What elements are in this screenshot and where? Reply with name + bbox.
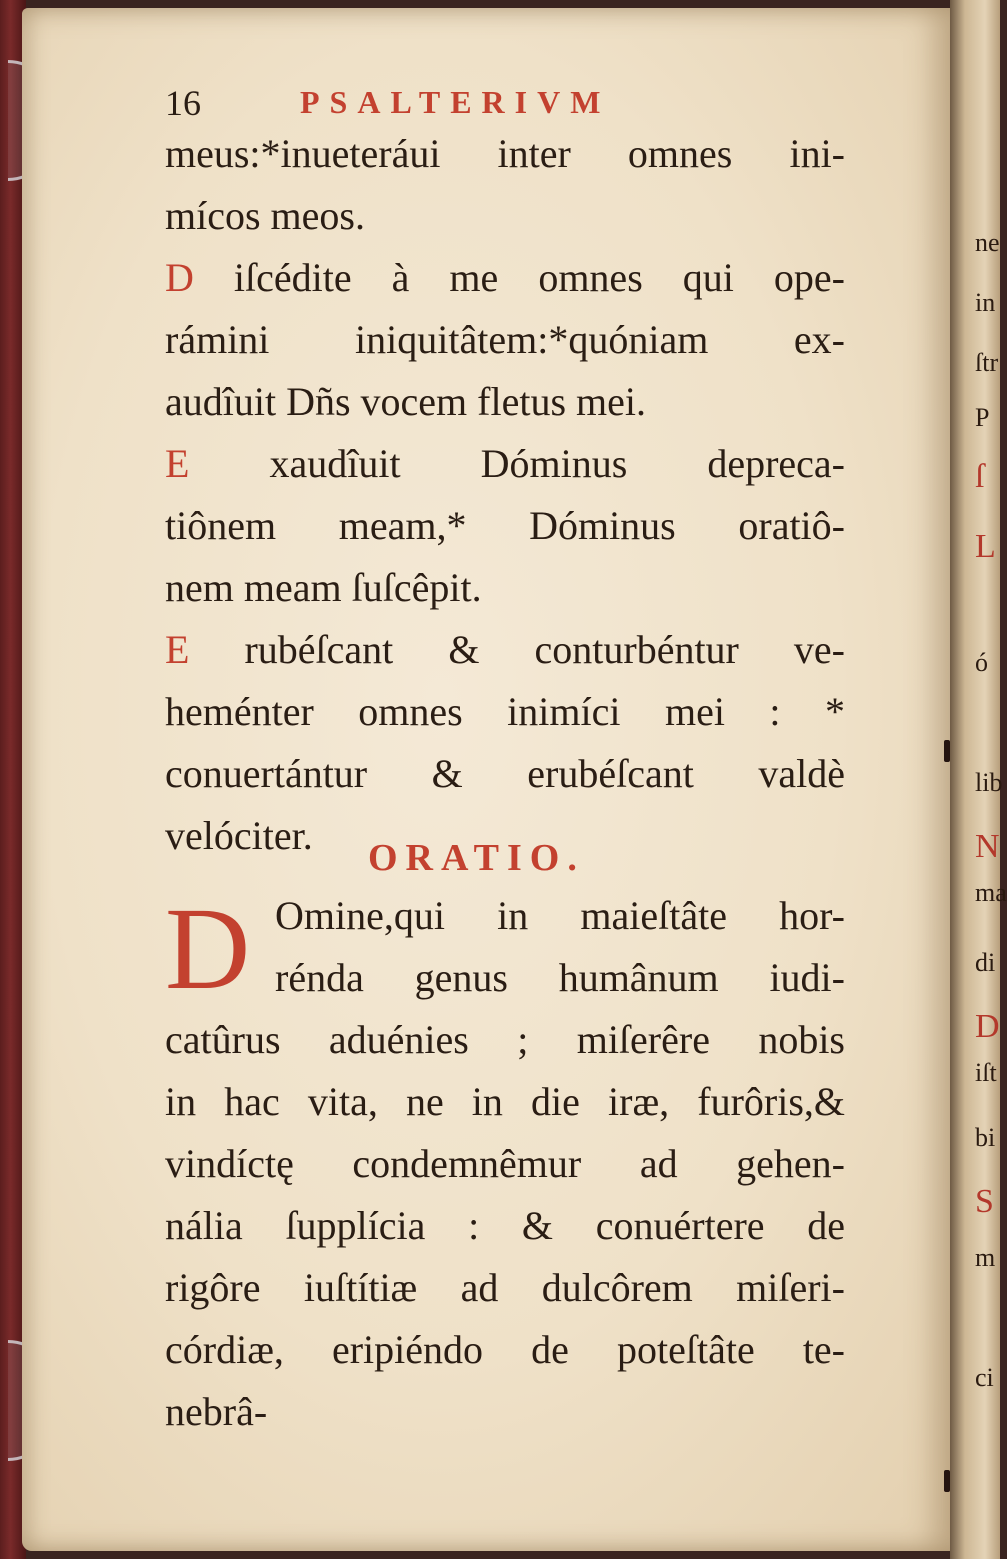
prayer-line: catûrus aduénies ; miſerêre nobis	[165, 1017, 845, 1062]
facing-page-fragment: ſtr	[975, 348, 999, 377]
facing-page-fragment: in	[975, 288, 996, 317]
text-line: meus:*inueteráui inter omnes ini-	[165, 131, 845, 176]
facing-page-fragment: ne	[975, 228, 1000, 257]
prayer-line: in hac vita, ne in die iræ, furôris,&	[165, 1079, 845, 1124]
facing-page-fragment: ſ	[975, 458, 985, 495]
prayer-line: nália ſupplícia : & conuértere de	[165, 1203, 845, 1248]
verse-initial: E	[165, 627, 190, 672]
verse-rest: iſcédite à me omnes qui ope-	[193, 255, 845, 300]
drop-cap: D	[165, 883, 251, 1014]
text-line: nem meam ſuſcêpit.	[165, 565, 482, 610]
text-line: tiônem meam,* Dóminus oratiô-	[165, 503, 845, 548]
prayer-line: córdiæ, eripiéndo de poteſtâte te-	[165, 1327, 845, 1372]
verse-line	[165, 626, 845, 674]
facing-page-fragment: ma	[975, 878, 1007, 907]
section-title: ORATIO.	[368, 837, 585, 879]
binding-stitch	[944, 740, 950, 762]
verse-initial: D	[165, 255, 194, 300]
facing-page-fragment: di	[975, 948, 996, 977]
text-line: rámini iniquitâtem:*quóniam ex-	[165, 317, 845, 362]
facing-page-fragment: ó	[975, 648, 988, 677]
text-line: audîuit Dñs vocem fletus mei.	[165, 379, 647, 424]
verse-rest: rubéſcant & conturbéntur ve-	[189, 627, 845, 672]
facing-page-fragment: iſt	[975, 1058, 997, 1087]
facing-page-fragment: L	[975, 528, 996, 565]
facing-page-fragment: P	[975, 403, 990, 432]
prayer-line: rénda genus humânum iudi-	[275, 955, 845, 1000]
verse-line	[165, 254, 845, 302]
facing-page-fragment: S	[975, 1183, 994, 1220]
prayer-line: vindíctę condemnêmur ad gehen-	[165, 1141, 845, 1186]
text-line: conuertántur & erubéſcant valdè	[165, 751, 845, 796]
facing-page-fragment: ci	[975, 1363, 994, 1392]
text-line: heménter omnes inimíci mei : *	[165, 689, 845, 734]
binding-stitch	[944, 1470, 950, 1492]
text-line: mícos meos.	[165, 193, 365, 238]
facing-page-fragment: N	[975, 828, 1000, 865]
facing-page-fragment: lib	[975, 768, 1003, 797]
verse-initial: E	[165, 441, 190, 486]
facing-page-fragment: bi	[975, 1123, 996, 1152]
prayer-line: rigôre iuſtítiæ ad dulcôrem miſeri-	[165, 1265, 845, 1310]
running-title: PSALTERIVM	[300, 84, 611, 120]
facing-page-fragment: D	[975, 1008, 1000, 1045]
facing-page-fragment: m	[975, 1243, 996, 1272]
verse-rest: xaudîuit Dóminus depreca-	[189, 441, 845, 486]
catchword: nebrâ-	[165, 1389, 268, 1434]
page-number: 16	[165, 83, 201, 123]
text-line: velóciter.	[165, 813, 313, 858]
verse-line	[165, 440, 845, 488]
prayer-line: Omine,qui in maieſtâte hor-	[275, 893, 845, 938]
